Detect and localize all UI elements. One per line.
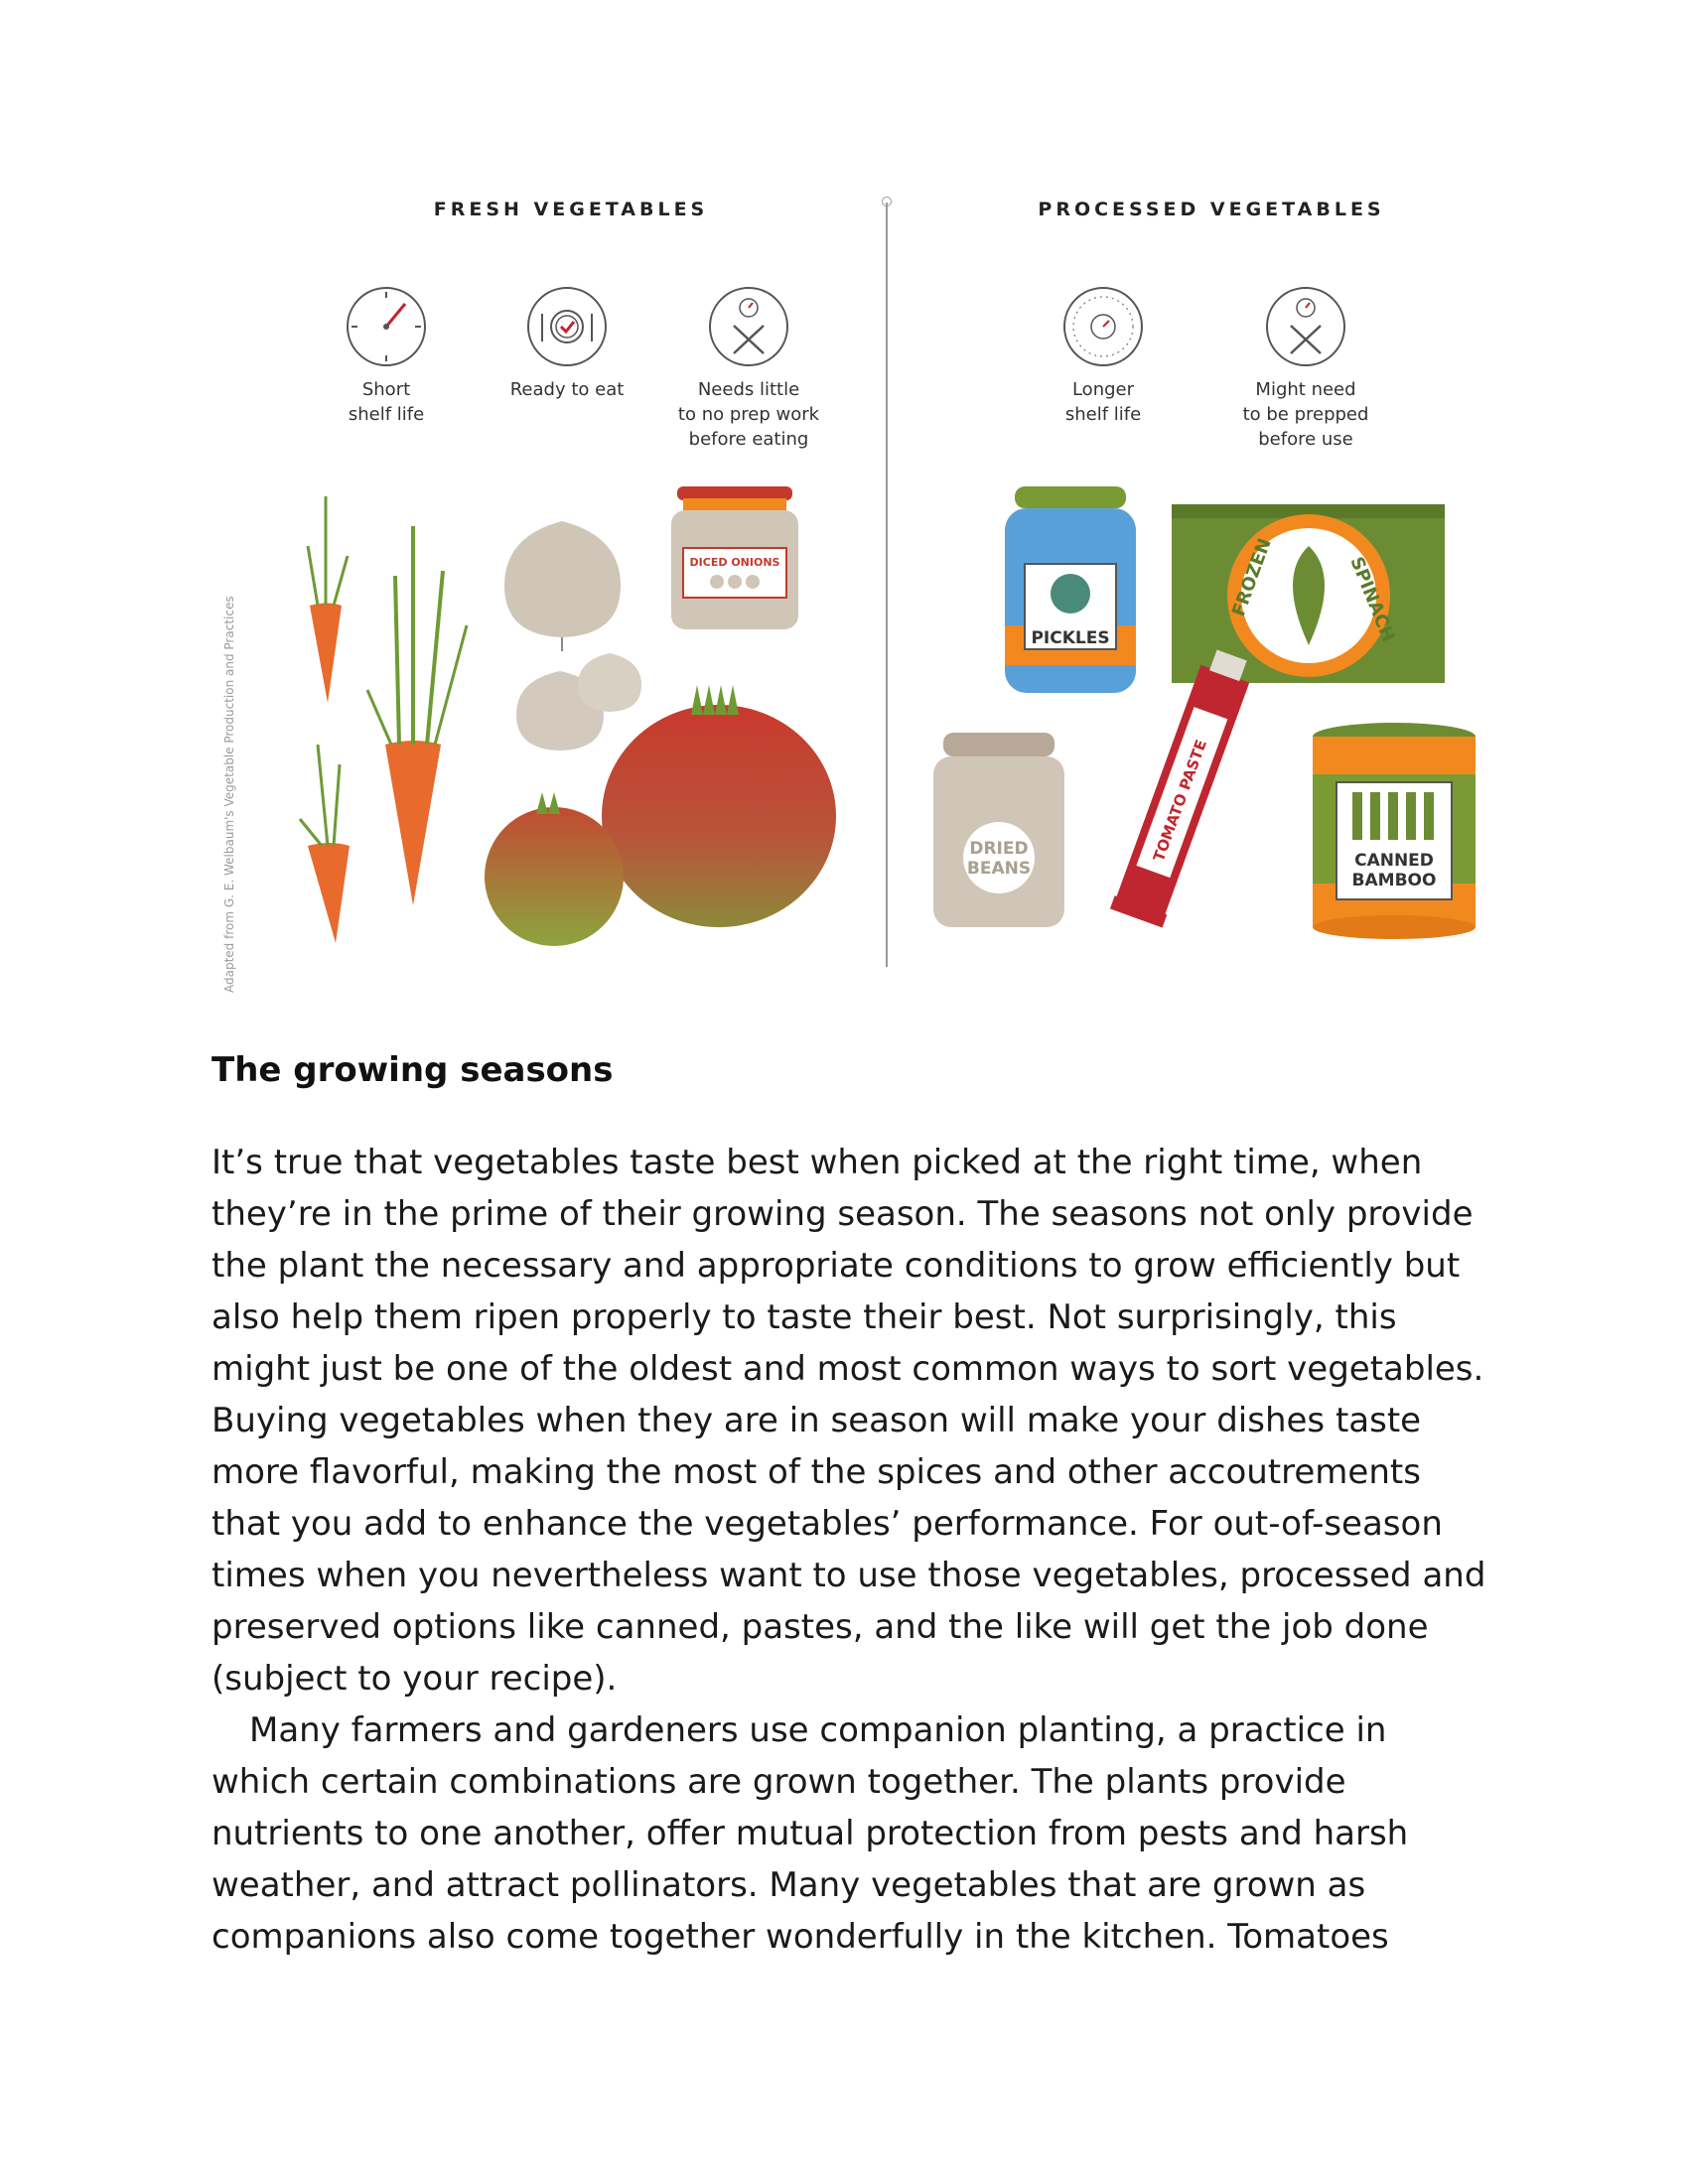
processed-vegetables-illustration: [923, 477, 1489, 953]
icon-label-ready-to-eat: Ready to eat: [509, 379, 625, 400]
dried-label: DRIED: [969, 839, 1029, 859]
bamboo-label: BAMBOO: [1351, 871, 1437, 890]
plate-icon: [526, 286, 608, 367]
paragraph: It’s true that vegetables taste best when picked at the right time, when they’re in the prime of their growing season. The seasons not only provide the plant the necessary and appropriate conditions to grow efficiently but also help them ripen properly to taste their best. Not surprisingly, this might just be one of the oldest and most common ways to sort vegetables. Buying vegetables when they are in season will make your dishes taste more flavorful, making the most of the spices and other accoutrements that you add to enhance the vegetables’ performance. For out-of-season times when you nevertheless want to use those vegetables, processed and preserved options like canned, pastes, and the like will get the job done (subject to your recipe).: [211, 1143, 1486, 1699]
tomato-paste-label: TOMATO PASTE: [1149, 737, 1210, 865]
onion-icon: [504, 521, 621, 651]
section-heading: The growing seasons: [211, 1050, 614, 1090]
clock-icon: [1062, 286, 1144, 367]
frozen-label: FROZEN: [1227, 535, 1276, 619]
processed-vegetables-title: PROCESSED VEGETABLES: [1038, 199, 1385, 220]
pickles-jar: [1005, 486, 1136, 693]
utensils-clock-icon: [1265, 286, 1346, 367]
onion-icon: [578, 653, 641, 712]
carrot-icon: [367, 526, 467, 905]
body-text: [211, 1137, 1492, 1963]
icon-label-might-need-prep: Might need to be prepped before use: [1242, 379, 1369, 450]
canned-label: CANNED: [1354, 851, 1434, 871]
tomato-paste-tube: [1110, 645, 1258, 927]
diced-onions-label: DICED ONIONS: [689, 556, 780, 569]
spinach-label: SPINACH: [1345, 554, 1399, 645]
source-credit: Adapted from G. E. Welbaum's Vegetable Production and Practices: [222, 596, 236, 993]
pickles-label: PICKLES: [1031, 628, 1110, 648]
tomato-icon: [485, 807, 624, 946]
carrot-icon: [308, 496, 348, 703]
utensils-clock-icon: [708, 286, 789, 367]
fresh-vegetables-illustration: [288, 477, 854, 953]
icon-label-short-shelf-life: Short shelf life: [348, 379, 425, 425]
fresh-vegetables-title: FRESH VEGETABLES: [433, 199, 709, 220]
column-divider: [886, 203, 888, 967]
tomato-icon: [602, 705, 836, 927]
carrot-icon: [300, 745, 350, 943]
paragraph: Many farmers and gardeners use companion planting, a practice in which certain combinations are grown together. The plants provide nutrients to one another, offer mutual protection from pests and harsh weather, and attract pollinators. Many vegetables that are grown as companions also come together wonderfully in the kitchen. Tomatoes: [211, 1710, 1409, 1957]
frozen-spinach-box: [1172, 504, 1445, 683]
diced-onions-jar: [671, 486, 798, 629]
dried-beans-jar: [933, 733, 1064, 927]
beans-label: BEANS: [966, 859, 1032, 879]
clock-icon: [346, 286, 427, 367]
canned-bamboo-can: [1313, 723, 1476, 939]
icon-label-longer-shelf-life: Longer shelf life: [1064, 379, 1142, 425]
icon-label-needs-little-prep: Needs little to no prep work before eating: [677, 379, 820, 450]
